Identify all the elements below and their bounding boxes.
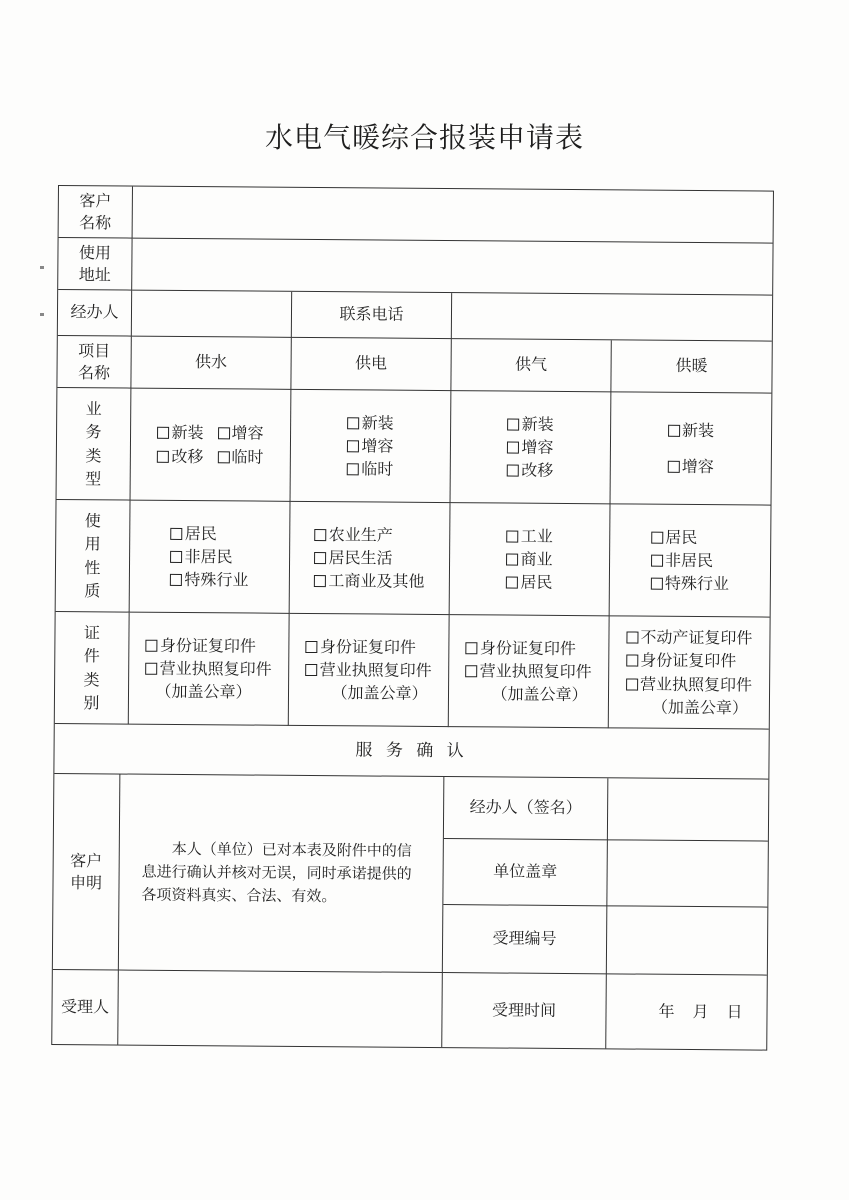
power-commercial-checkbox[interactable]: 工商业及其他 bbox=[314, 569, 424, 593]
project-heating: 供暖 bbox=[611, 340, 771, 393]
gas-usage bbox=[450, 503, 611, 616]
heating-special-industry-checkbox[interactable]: 特殊行业 bbox=[651, 572, 729, 596]
water-temporary-checkbox[interactable]: 临时 bbox=[217, 445, 263, 469]
gas-id-copy-checkbox[interactable]: 身份证复印件 bbox=[466, 636, 576, 660]
scan-speck bbox=[40, 313, 44, 316]
water-license-copy-checkbox[interactable]: 营业执照复印件 bbox=[146, 657, 272, 681]
scan-speck bbox=[40, 266, 44, 269]
water-relocation-checkbox[interactable]: 改移 bbox=[157, 444, 203, 468]
project-power: 供电 bbox=[291, 338, 451, 391]
heating-license-copy-checkbox[interactable]: 营业执照复印件 bbox=[626, 672, 752, 696]
acceptance-time-label: 受理时间 bbox=[442, 973, 607, 1048]
project-gas: 供气 bbox=[451, 339, 611, 392]
unit-seal-field[interactable] bbox=[607, 840, 768, 907]
stamp-note: （加盖公章） bbox=[155, 681, 252, 702]
acceptance-number-field[interactable] bbox=[607, 906, 768, 975]
power-license-copy-checkbox[interactable]: 营业执照复印件 bbox=[306, 658, 432, 682]
acceptor-field[interactable] bbox=[118, 971, 443, 1048]
project-water: 供水 bbox=[131, 337, 291, 390]
heating-new-install-checkbox[interactable]: 新装 bbox=[668, 419, 714, 443]
water-business-type bbox=[131, 389, 292, 502]
power-business-type bbox=[291, 390, 452, 503]
date-day: 日 bbox=[726, 1002, 747, 1022]
acceptance-date-field[interactable] bbox=[606, 974, 767, 1049]
gas-new-install-checkbox[interactable]: 新装 bbox=[508, 412, 554, 436]
water-special-industry-checkbox[interactable]: 特殊行业 bbox=[170, 568, 248, 592]
power-new-install-checkbox[interactable]: 新装 bbox=[348, 411, 394, 435]
stamp-note: （加盖公章） bbox=[651, 697, 748, 718]
stamp-note: （加盖公章） bbox=[491, 684, 588, 705]
service-confirmation-header: 服 务 确 认 bbox=[54, 724, 768, 780]
heating-residential-checkbox[interactable]: 居民 bbox=[651, 525, 697, 549]
form-title: 水电气暖综合报装申请表 bbox=[264, 121, 584, 154]
heating-documents bbox=[609, 616, 770, 729]
phone-label: 联系电话 bbox=[292, 292, 452, 339]
power-capacity-increase-checkbox[interactable]: 增容 bbox=[347, 434, 393, 458]
water-usage bbox=[130, 501, 291, 614]
customer-name-label: 客户名称 bbox=[59, 186, 133, 239]
gas-residential-checkbox[interactable]: 居民 bbox=[506, 571, 552, 595]
heating-capacity-increase-checkbox[interactable]: 增容 bbox=[668, 454, 714, 478]
address-label: 使用地址 bbox=[58, 238, 132, 291]
phone-field[interactable] bbox=[452, 293, 772, 342]
unit-seal-label: 单位盖章 bbox=[443, 839, 608, 906]
date-year: 年 bbox=[658, 1001, 679, 1021]
heating-id-copy-checkbox[interactable]: 身份证复印件 bbox=[626, 649, 736, 673]
address-field[interactable] bbox=[132, 239, 772, 296]
agent-signature-field[interactable] bbox=[608, 778, 768, 841]
business-type-label: 业 务 类 型 bbox=[57, 388, 132, 501]
usage-label: 使 用 性 质 bbox=[56, 500, 131, 613]
water-new-install-checkbox[interactable]: 新装 bbox=[157, 421, 203, 445]
customer-declaration-label: 客户申明 bbox=[53, 774, 121, 971]
water-id-copy-checkbox[interactable]: 身份证复印件 bbox=[146, 633, 256, 657]
water-capacity-increase-checkbox[interactable]: 增容 bbox=[217, 422, 263, 446]
agent-signature-label: 经办人（签名） bbox=[444, 777, 608, 840]
power-documents bbox=[289, 614, 450, 727]
customer-name-field[interactable] bbox=[133, 187, 773, 244]
heating-non-residential-checkbox[interactable]: 非居民 bbox=[651, 549, 713, 573]
power-agricultural-checkbox[interactable]: 农业生产 bbox=[315, 523, 393, 547]
heating-business-type bbox=[611, 392, 772, 505]
declaration-text: 本人（单位）已对本表及附件中的信息进行确认并核对无误，同时承诺提供的各项资料真实、合法、有效。 bbox=[119, 775, 445, 974]
gas-business-type bbox=[451, 391, 612, 504]
project-name-label: 项目名称 bbox=[57, 336, 131, 389]
heating-usage bbox=[610, 504, 771, 617]
gas-industrial-checkbox[interactable]: 工业 bbox=[507, 524, 553, 548]
power-temporary-checkbox[interactable]: 临时 bbox=[347, 457, 393, 481]
gas-license-copy-checkbox[interactable]: 营业执照复印件 bbox=[466, 659, 592, 683]
gas-capacity-increase-checkbox[interactable]: 增容 bbox=[507, 435, 553, 459]
gas-commercial-checkbox[interactable]: 商业 bbox=[506, 547, 552, 571]
power-usage bbox=[290, 502, 451, 615]
agent-label: 经办人 bbox=[58, 290, 132, 337]
heating-property-cert-copy-checkbox[interactable]: 不动产证复印件 bbox=[626, 626, 752, 650]
power-id-copy-checkbox[interactable]: 身份证复印件 bbox=[306, 635, 416, 659]
application-form bbox=[51, 185, 774, 1051]
documents-label: 证 件 类 别 bbox=[55, 612, 130, 725]
gas-relocation-checkbox[interactable]: 改移 bbox=[507, 459, 553, 483]
water-documents bbox=[129, 613, 290, 726]
agent-field[interactable] bbox=[132, 291, 292, 338]
power-residential-checkbox[interactable]: 居民生活 bbox=[314, 546, 392, 570]
water-residential-checkbox[interactable]: 居民 bbox=[171, 522, 217, 546]
gas-documents bbox=[449, 615, 610, 728]
stamp-note: （加盖公章） bbox=[331, 683, 428, 704]
water-non-residential-checkbox[interactable]: 非居民 bbox=[170, 545, 232, 569]
date-month: 月 bbox=[692, 1001, 713, 1021]
acceptor-label: 受理人 bbox=[52, 970, 119, 1045]
acceptance-number-label: 受理编号 bbox=[443, 905, 608, 974]
